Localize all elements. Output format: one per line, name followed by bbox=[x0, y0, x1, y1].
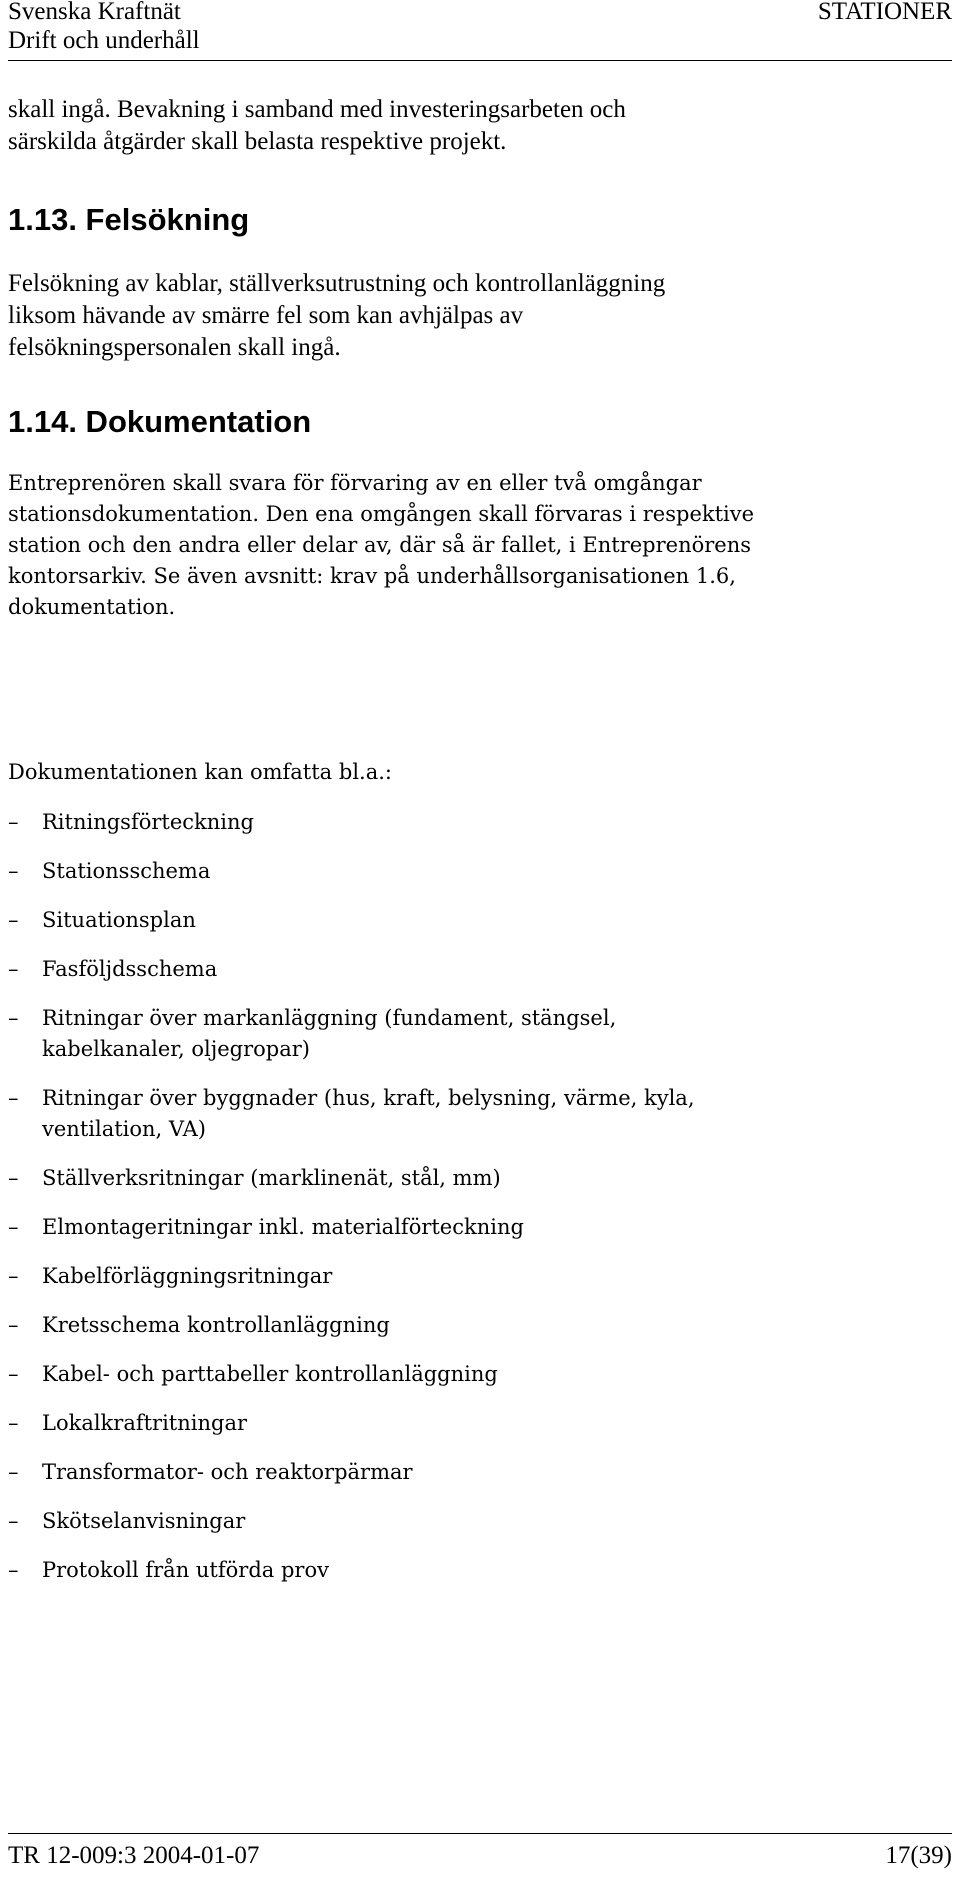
list-item bbox=[8, 807, 695, 838]
dash-bullet: – bbox=[8, 1313, 19, 1337]
header-section: STATIONER bbox=[817, 0, 952, 25]
felsokning-paragraph bbox=[8, 268, 665, 364]
footer-doc-ref: TR 12-009:3 2004-01-07 bbox=[8, 1842, 260, 1869]
list-item bbox=[8, 1261, 695, 1292]
list-item bbox=[8, 1457, 695, 1488]
list-item-text: Kabelförläggningsritningar bbox=[42, 1264, 333, 1288]
list-item bbox=[8, 1212, 695, 1243]
list-item-text: Ställverksritningar (marklinenät, stål, mm) bbox=[42, 1166, 501, 1190]
list-item-text: Skötselanvisningar bbox=[42, 1509, 246, 1533]
dash-bullet: – bbox=[8, 1411, 19, 1435]
list-item-text: Ritningar över markanläggning (fundament, stängsel, bbox=[42, 1006, 617, 1030]
dokumentation-paragraph bbox=[8, 468, 754, 623]
dash-bullet: – bbox=[8, 859, 19, 883]
list-item-text: Ritningar över byggnader (hus, kraft, belysning, värme, kyla, bbox=[42, 1086, 695, 1110]
list-item-text-continued: ventilation, VA) bbox=[42, 1117, 206, 1141]
list-item-text: Elmontageritningar inkl. materialförteckning bbox=[42, 1215, 524, 1239]
dash-bullet: – bbox=[8, 1006, 19, 1030]
list-item bbox=[8, 1310, 695, 1341]
list-item bbox=[8, 1506, 695, 1537]
list-item bbox=[8, 1003, 695, 1065]
list-item-text: Kabel- och parttabeller kontrollanläggning bbox=[42, 1362, 498, 1386]
dash-bullet: – bbox=[8, 1086, 19, 1110]
intro-line: särskilda åtgärder skall belasta respektive projekt. bbox=[8, 128, 507, 155]
dash-bullet: – bbox=[8, 1264, 19, 1288]
list-item-text: Fasföljdsschema bbox=[42, 957, 218, 981]
list-item bbox=[8, 1555, 695, 1586]
dash-bullet: – bbox=[8, 957, 19, 981]
list-item-text: Stationsschema bbox=[42, 859, 211, 883]
section-heading-felsokning: 1.13. Felsökning bbox=[8, 202, 250, 237]
intro-line: skall ingå. Bevakning i samband med investeringsarbeten och bbox=[8, 96, 626, 123]
page-header bbox=[8, 0, 952, 61]
list-item-text: Lokalkraftritningar bbox=[42, 1411, 248, 1435]
list-item-text: Transformator- och reaktorpärmar bbox=[42, 1460, 413, 1484]
list-item-text: Kretsschema kontrollanläggning bbox=[42, 1313, 390, 1337]
dash-bullet: – bbox=[8, 1362, 19, 1386]
list-intro: Dokumentationen kan omfatta bl.a.: bbox=[8, 760, 392, 784]
list-item bbox=[8, 954, 695, 985]
felsokning-line: liksom hävande av smärre fel som kan avhjälpas av bbox=[8, 302, 524, 329]
dokumentation-line: dokumentation. bbox=[8, 595, 176, 619]
dash-bullet: – bbox=[8, 1558, 19, 1582]
documentation-list bbox=[8, 807, 695, 1604]
dash-bullet: – bbox=[8, 908, 19, 932]
list-item-text: Protokoll från utförda prov bbox=[42, 1558, 329, 1582]
dokumentation-line: station och den andra eller delar av, där så är fallet, i Entreprenörens bbox=[8, 533, 752, 557]
dash-bullet: – bbox=[8, 1166, 19, 1190]
list-item bbox=[8, 856, 695, 887]
header-subtitle: Drift och underhåll bbox=[8, 27, 200, 54]
felsokning-line: felsökningspersonalen skall ingå. bbox=[8, 334, 341, 361]
list-item-text-continued: kabelkanaler, oljegropar) bbox=[42, 1037, 310, 1061]
list-item bbox=[8, 1408, 695, 1439]
page-footer bbox=[8, 1833, 952, 1878]
intro-paragraph bbox=[8, 94, 626, 158]
dokumentation-line: Entreprenören skall svara för förvaring av en eller två omgångar bbox=[8, 471, 702, 495]
dash-bullet: – bbox=[8, 1460, 19, 1484]
list-item-text: Situationsplan bbox=[42, 908, 196, 932]
footer-page-number: 17(39) bbox=[885, 1842, 952, 1869]
list-item bbox=[8, 1083, 695, 1145]
list-item-text: Ritningsförteckning bbox=[42, 810, 254, 834]
dokumentation-line: stationsdokumentation. Den ena omgången skall förvaras i respektive bbox=[8, 502, 755, 526]
list-item bbox=[8, 1359, 695, 1390]
dash-bullet: – bbox=[8, 1215, 19, 1239]
dash-bullet: – bbox=[8, 810, 19, 834]
dokumentation-line: kontorsarkiv. Se även avsnitt: krav på underhållsorganisationen 1.6, bbox=[8, 564, 736, 588]
header-left bbox=[8, 0, 200, 55]
dash-bullet: – bbox=[8, 1509, 19, 1533]
header-org: Svenska Kraftnät bbox=[8, 0, 181, 25]
section-heading-dokumentation: 1.14. Dokumentation bbox=[8, 404, 312, 439]
list-item bbox=[8, 1163, 695, 1194]
list-item bbox=[8, 905, 695, 936]
felsokning-line: Felsökning av kablar, ställverksutrustning och kontrollanläggning bbox=[8, 270, 666, 297]
